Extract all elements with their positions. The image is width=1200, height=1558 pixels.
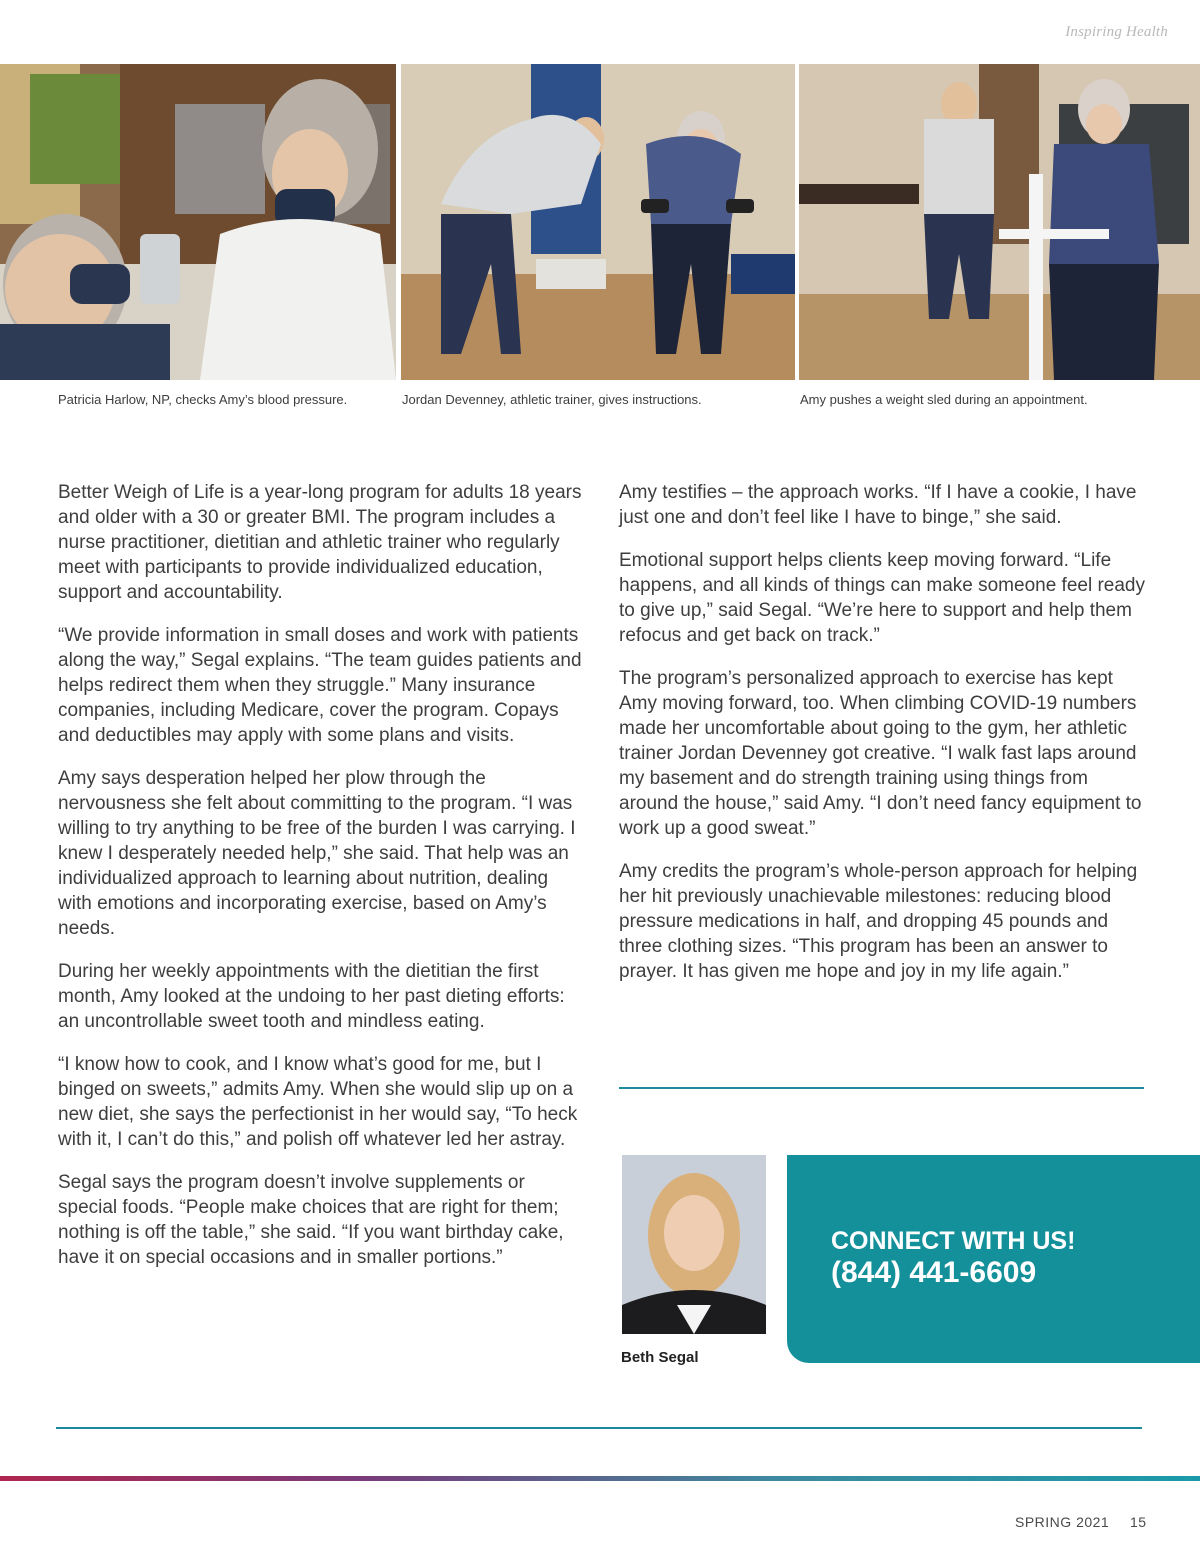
connect-phone[interactable]: (844) 441-6609 (831, 1256, 1037, 1289)
header-brand: Inspiring Health (1065, 24, 1168, 40)
article-paragraph: Amy says desperation helped her plow through the nervousness she felt about committing to the program. “I was willing to try anything to be free of the burden I was carrying. I knew I desperately needed help,” she said. That help was an individualized approach to learning about nutrition, dealing with emotions and incorporating exercise, based on Amy’s needs. (58, 768, 576, 939)
footer-page-number: 15 (1130, 1514, 1147, 1530)
article-paragraph: During her weekly appointments with the dietitian the first month, Amy looked at the undoing to her past dieting efforts: an uncontrollable sweet tooth and mindless eating. (58, 961, 565, 1032)
bottom-divider (56, 1427, 1142, 1429)
footer-issue: SPRING 2021 (1015, 1514, 1110, 1530)
photo-caption: Patricia Harlow, NP, checks Amy’s blood pressure. (58, 392, 348, 407)
article-paragraph: Emotional support helps clients keep moving forward. “Life happens, and all kinds of things can make someone feel ready to give up,” said Segal. “We’re here to support and help them refocus and get back on track.” (619, 550, 1145, 646)
article-paragraph: The program’s personalized approach to exercise has kept Amy moving forward, too. When climbing COVID-19 numbers made her uncomfortable about going to the gym, her athletic trainer Jordan Devenney got creative. “I walk fast laps around my basement and do strength training using things from around the house,” said Amy. “I don’t need fancy equipment to work up a good sweat.” (619, 668, 1142, 839)
article-paragraph: Segal says the program doesn’t involve supplements or special foods. “People make choices that are right for them; nothing is off the table,” she said. “If you want birthday cake, have it on special occasions and in smaller portions.” (58, 1172, 564, 1268)
photo-caption: Jordan Devenney, athletic trainer, gives instructions. (402, 392, 702, 407)
photo-blood-pressure-check (0, 64, 396, 380)
article-right-column (619, 480, 1149, 1002)
article-paragraph: “We provide information in small doses and work with patients along the way,” Segal explains. “The team guides patients and helps redirect them when they struggle.” Many insurance companies, including Medicare, cover the program. Copays and deductibles may apply with some plans and visits. (58, 625, 582, 746)
article-paragraph: Better Weigh of Life is a year-long program for adults 18 years and older with a 30 or greater BMI. The program includes a nurse practitioner, dietitian and athletic trainer who regularly meet with participants to provide individualized education, support and accountability. (58, 482, 582, 603)
connect-box (787, 1155, 1200, 1363)
photo-weight-sled (799, 64, 1200, 380)
article-paragraph: Amy credits the program’s whole-person approach for helping her hit previously unachievable milestones: reducing blood pressure medications in half, and dropping 45 pounds and three clothing sizes. “This program has been an answer to prayer. It has given me hope and joy in my life again.” (619, 861, 1138, 982)
article-paragraph: Amy testifies – the approach works. “If I have a cookie, I have just one and don’t feel like I have to binge,” she said. (619, 482, 1137, 528)
headshot-photo (622, 1155, 766, 1334)
article-paragraph: “I know how to cook, and I know what’s good for me, but I binged on sweets,” admits Amy. When she would slip up on a new diet, she says the perfectionist in her would say, “To heck with it, I can’t do this,” and polish off whatever led her astray. (58, 1054, 578, 1150)
footer-gradient-bar (0, 1476, 1200, 1481)
photo-caption: Amy pushes a weight sled during an appointment. (800, 392, 1088, 407)
photo-trainer-instructions (401, 64, 795, 380)
connect-title: CONNECT WITH US! (831, 1227, 1076, 1255)
headshot-name: Beth Segal (621, 1349, 699, 1366)
section-divider (619, 1087, 1144, 1089)
article-left-column (58, 480, 584, 1288)
